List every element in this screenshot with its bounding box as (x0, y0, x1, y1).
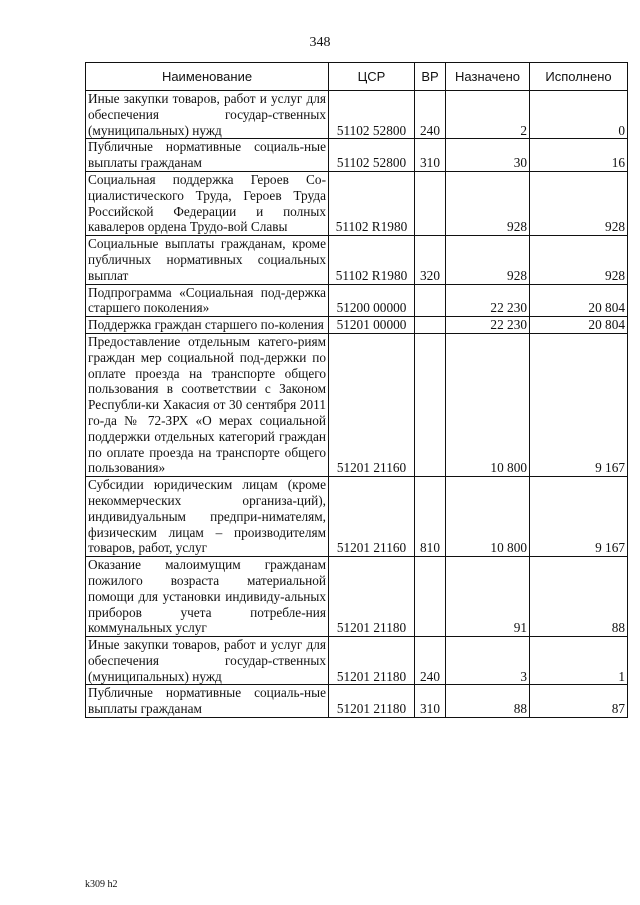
row-assigned: 30 (446, 139, 530, 172)
row-name: Публичные нормативные социаль-ные выплаты гражданам (86, 685, 329, 718)
header-name: Наименование (86, 63, 329, 91)
row-name: Публичные нормативные социаль-ные выплаты гражданам (86, 139, 329, 172)
table-row (86, 317, 628, 334)
row-name: Предоставление отдельным катего-риям граждан мер социальной под-держки по оплате проезда на транспорте общего пользования в соответствии с Законом Республи-ки Хакасия от 30 сентября 2011 го-да № 72-ЗРХ «О мерах социальной поддержки отдельных категорий граждан по оплате проезда на транспорте общего пользования» (86, 333, 329, 476)
row-vr (415, 284, 446, 317)
row-assigned: 10 800 (446, 477, 530, 557)
row-assigned: 88 (446, 685, 530, 718)
row-vr: 310 (415, 139, 446, 172)
row-csr: 51102 52800 (329, 91, 415, 139)
row-vr (415, 317, 446, 334)
header-vr: ВР (415, 63, 446, 91)
row-assigned: 3 (446, 637, 530, 685)
footer-code: k309 h2 (85, 879, 118, 890)
row-name: Оказание малоимущим гражданам пожилого возраста материальной помощи для установки индивиду-альных приборов учета потребле-ния коммунальных услуг (86, 557, 329, 637)
row-assigned: 928 (446, 171, 530, 235)
row-executed: 928 (530, 236, 628, 284)
table-row (86, 139, 628, 172)
row-vr: 810 (415, 477, 446, 557)
table-row (86, 685, 628, 718)
row-executed: 9 167 (530, 477, 628, 557)
table-row (86, 171, 628, 235)
row-vr: 320 (415, 236, 446, 284)
table-row (86, 477, 628, 557)
row-name: Субсидии юридическим лицам (кроме некоммерческих организа-ций), индивидуальным предпри-нимателям, физическим лицам – производителям товаров, работ, услуг (86, 477, 329, 557)
row-name: Поддержка граждан старшего по-коления (86, 317, 329, 334)
row-executed: 87 (530, 685, 628, 718)
row-vr: 310 (415, 685, 446, 718)
row-csr: 51201 21160 (329, 333, 415, 476)
row-assigned: 10 800 (446, 333, 530, 476)
row-vr (415, 171, 446, 235)
row-executed: 1 (530, 637, 628, 685)
row-csr: 51201 21180 (329, 557, 415, 637)
table-row (86, 236, 628, 284)
budget-table (85, 62, 628, 718)
row-name: Подпрограмма «Социальная под-держка старшего поколения» (86, 284, 329, 317)
table-row (86, 91, 628, 139)
row-csr: 51201 21180 (329, 685, 415, 718)
row-executed: 20 804 (530, 284, 628, 317)
row-csr: 51200 00000 (329, 284, 415, 317)
row-name: Социальные выплаты гражданам, кроме публичных нормативных социальных выплат (86, 236, 329, 284)
header-csr: ЦСР (329, 63, 415, 91)
row-executed: 20 804 (530, 317, 628, 334)
row-vr (415, 557, 446, 637)
row-name: Социальная поддержка Героев Со-циалистического Труда, Героев Труда Российской Федерации и полных кавалеров ордена Трудо-вой Славы (86, 171, 329, 235)
row-assigned: 91 (446, 557, 530, 637)
header-assigned: Назначено (446, 63, 530, 91)
row-assigned: 928 (446, 236, 530, 284)
row-vr (415, 333, 446, 476)
header-executed: Исполнено (530, 63, 628, 91)
row-csr: 51102 R1980 (329, 171, 415, 235)
row-name: Иные закупки товаров, работ и услуг для обеспечения государ-ственных (муниципальных) нужд (86, 91, 329, 139)
row-executed: 0 (530, 91, 628, 139)
row-csr: 51201 21180 (329, 637, 415, 685)
row-executed: 16 (530, 139, 628, 172)
table-header-row (86, 63, 628, 91)
table-row (86, 284, 628, 317)
row-csr: 51201 00000 (329, 317, 415, 334)
table-row (86, 637, 628, 685)
row-csr: 51102 R1980 (329, 236, 415, 284)
row-name: Иные закупки товаров, работ и услуг для обеспечения государ-ственных (муниципальных) нужд (86, 637, 329, 685)
row-executed: 88 (530, 557, 628, 637)
row-vr: 240 (415, 637, 446, 685)
row-assigned: 22 230 (446, 317, 530, 334)
table-row (86, 333, 628, 476)
page-number: 348 (309, 35, 331, 50)
row-assigned: 2 (446, 91, 530, 139)
row-executed: 9 167 (530, 333, 628, 476)
row-vr: 240 (415, 91, 446, 139)
row-csr: 51102 52800 (329, 139, 415, 172)
row-assigned: 22 230 (446, 284, 530, 317)
row-executed: 928 (530, 171, 628, 235)
row-csr: 51201 21160 (329, 477, 415, 557)
table-row (86, 557, 628, 637)
